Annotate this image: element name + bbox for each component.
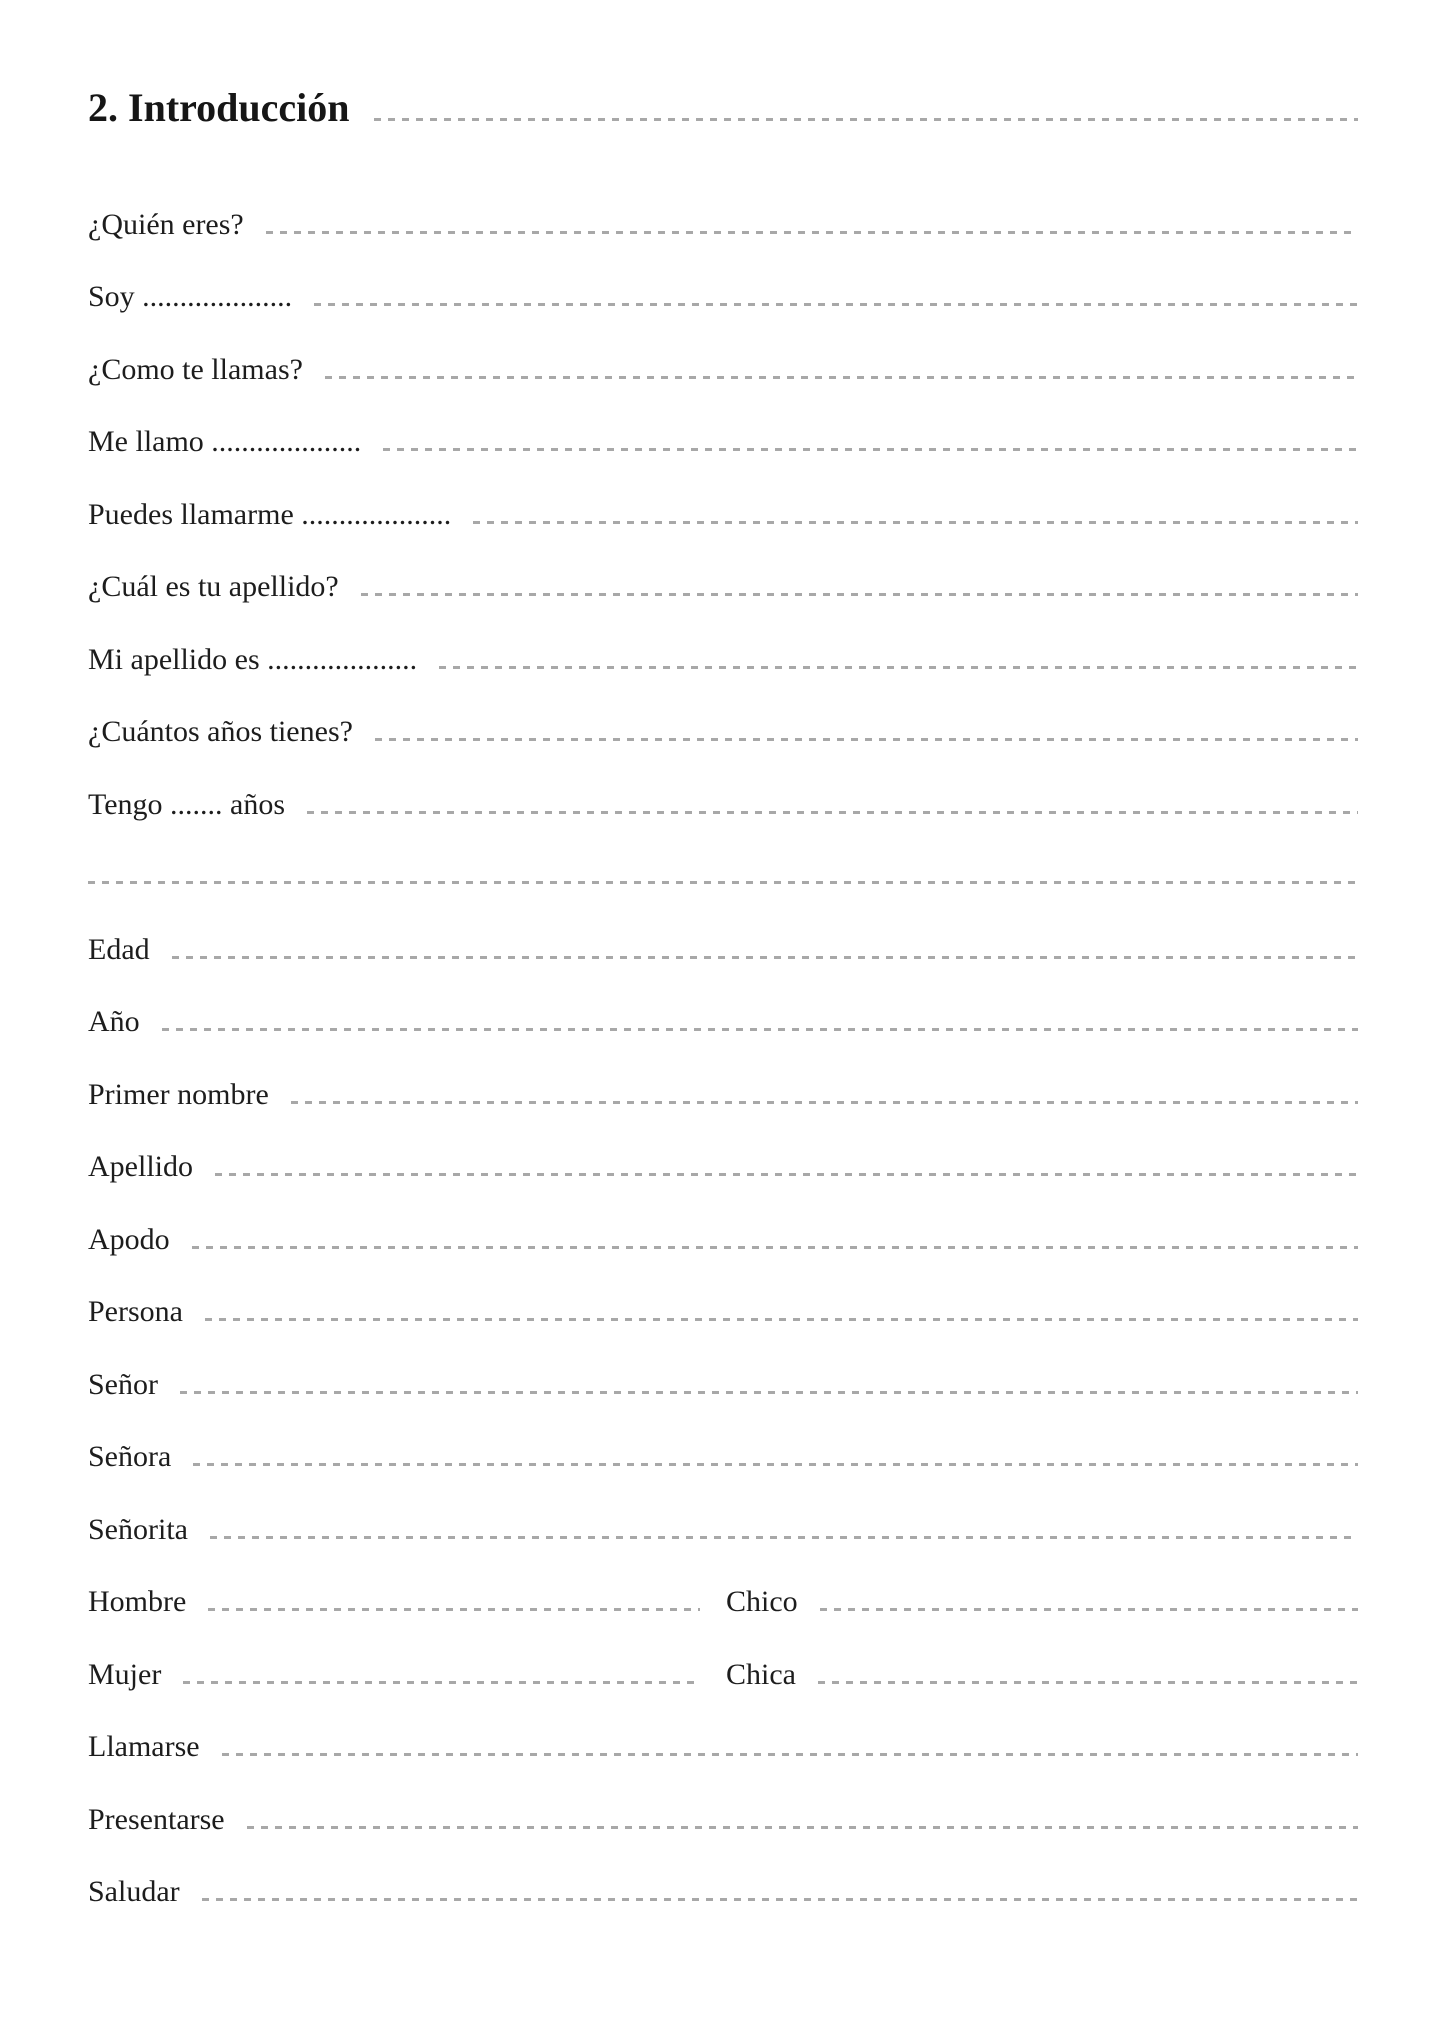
row-group <box>88 1222 1358 1256</box>
row-group <box>88 1077 1358 1111</box>
row-group <box>88 1442 1358 1472</box>
worksheet-row <box>88 457 1358 530</box>
worksheet-row <box>88 530 1358 603</box>
answer-line <box>383 448 1358 451</box>
worksheet-rows <box>88 167 1358 1907</box>
row-group <box>88 282 1358 312</box>
answer-line <box>208 1608 700 1611</box>
row-group <box>88 1587 700 1617</box>
answer-line <box>291 1101 1358 1104</box>
worksheet-row <box>88 892 1358 965</box>
answer-line <box>266 231 1358 234</box>
row-group <box>88 1297 1358 1327</box>
answer-line <box>222 1753 1358 1756</box>
answer-line <box>193 1463 1358 1466</box>
answer-line <box>172 956 1358 959</box>
row-group <box>88 642 1358 676</box>
answer-line <box>205 1318 1358 1321</box>
row-label: Saludar <box>88 1875 180 1908</box>
worksheet-row <box>88 385 1358 458</box>
separator-line <box>88 881 1358 884</box>
row-group <box>88 1007 1358 1037</box>
worksheet-row <box>88 1762 1358 1835</box>
row-group <box>88 932 1358 966</box>
row-label: Señora <box>88 1440 172 1473</box>
answer-line <box>361 593 1358 596</box>
row-group <box>726 1657 1358 1691</box>
worksheet-row <box>88 1545 1358 1618</box>
worksheet-row <box>88 1182 1358 1255</box>
row-group <box>88 1877 1358 1907</box>
worksheet-row <box>88 240 1358 313</box>
row-label: Chico <box>726 1585 798 1618</box>
row-group <box>88 881 1358 892</box>
worksheet-row <box>88 1690 1358 1763</box>
row-label: Soy .................... <box>88 280 293 313</box>
row-group <box>88 427 1358 457</box>
section-heading-row <box>88 70 1358 128</box>
row-label: ¿Quién eres? <box>88 207 244 241</box>
separator-row <box>88 820 1358 893</box>
worksheet-row <box>88 965 1358 1038</box>
row-label: Puedes llamarme .................... <box>88 497 452 531</box>
row-label: Primer nombre <box>88 1077 269 1111</box>
worksheet-row <box>88 602 1358 675</box>
answer-line <box>439 666 1358 669</box>
row-group <box>88 1367 1358 1401</box>
row-group <box>88 497 1358 531</box>
row-group <box>88 352 1358 386</box>
answer-line <box>325 376 1358 379</box>
worksheet-row <box>88 1110 1358 1183</box>
answer-line <box>473 521 1358 524</box>
worksheet-row <box>88 1835 1358 1908</box>
row-group <box>88 1512 1358 1546</box>
answer-line <box>162 1028 1358 1031</box>
answer-line <box>247 1826 1358 1829</box>
row-label: Persona <box>88 1295 183 1328</box>
row-label: ¿Como te llamas? <box>88 352 303 386</box>
answer-line <box>202 1898 1358 1901</box>
row-label: ¿Cuántos años tienes? <box>88 715 353 748</box>
row-label: Señor <box>88 1367 158 1401</box>
row-label: ¿Cuál es tu apellido? <box>88 570 339 603</box>
worksheet-row <box>88 675 1358 748</box>
answer-line <box>183 1681 700 1684</box>
row-label: Tengo ....... años <box>88 787 286 821</box>
worksheet-row <box>88 1617 1358 1690</box>
answer-line <box>210 1536 1358 1539</box>
row-label: Edad <box>88 932 150 966</box>
row-label: Señorita <box>88 1512 188 1546</box>
worksheet-row <box>88 747 1358 820</box>
row-label: Mujer <box>88 1657 162 1691</box>
row-group <box>726 1587 1358 1617</box>
answer-line <box>215 1173 1358 1176</box>
row-label: Chica <box>726 1657 796 1691</box>
row-group <box>88 1657 700 1691</box>
row-label: Mi apellido es .................... <box>88 642 418 676</box>
heading-rule-line <box>374 118 1358 121</box>
worksheet-row <box>88 1037 1358 1110</box>
answer-line <box>307 811 1358 814</box>
answer-line <box>818 1681 1358 1684</box>
row-group <box>88 717 1358 747</box>
row-group <box>88 787 1358 821</box>
row-group <box>88 207 1358 241</box>
answer-line <box>314 303 1358 306</box>
answer-line <box>820 1608 1358 1611</box>
row-group <box>88 1732 1358 1762</box>
worksheet-row <box>88 1472 1358 1545</box>
section-heading: 2. Introducción <box>88 85 350 130</box>
row-label: Llamarse <box>88 1730 200 1763</box>
row-group <box>88 572 1358 602</box>
row-group <box>88 1152 1358 1182</box>
worksheet-row <box>88 1255 1358 1328</box>
row-label: Apellido <box>88 1150 193 1183</box>
row-label: Presentarse <box>88 1802 225 1836</box>
worksheet-row <box>88 312 1358 385</box>
row-group <box>88 1802 1358 1836</box>
answer-line <box>375 738 1358 741</box>
worksheet-row <box>88 1400 1358 1473</box>
row-label: Hombre <box>88 1585 187 1618</box>
row-label: Apodo <box>88 1222 170 1256</box>
answer-line <box>180 1391 1358 1394</box>
row-label: Año <box>88 1005 140 1038</box>
row-label: Me llamo .................... <box>88 425 362 458</box>
worksheet-row <box>88 167 1358 240</box>
answer-line <box>192 1246 1358 1249</box>
worksheet-row <box>88 1327 1358 1400</box>
